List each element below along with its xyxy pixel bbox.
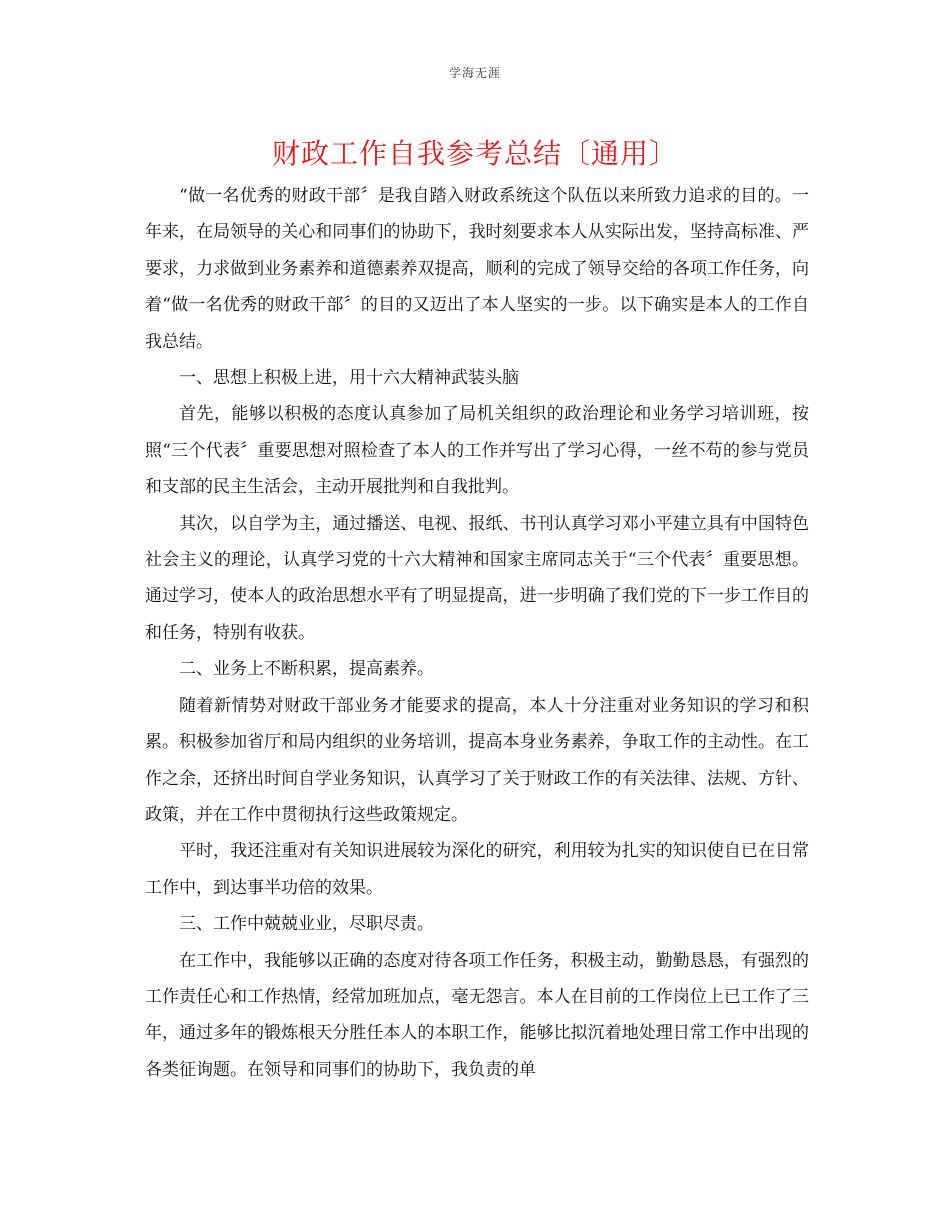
paragraph: 在工作中，我能够以正确的态度对待各项工作任务，积极主动，勤勤恳恳，有强烈的工作责任心和工作热情，经常加班加点，毫无怨言。本人在目前的工作岗位上已工作了三年，通过多年的锻炼根天分胜任本人的本职工作，能够比拟沉着地处理日常工作中出现的各类征询题。在领导和同事们的协助下，我负责的单 (145, 950, 809, 1080)
paragraph: 随着新情势对财政干部业务才能要求的提高，本人十分注重对业务知识的学习和积累。积极参加省厅和局内组织的业务培训，提高本身业务素养，争取工作的主动性。在工作之余，还挤出时间自学业务知识，认真学习了关于财政工作的有关法律、法规、方针、政策，并在工作中贯彻执行这些政策规定。 (145, 695, 809, 825)
page-header: 学海无涯 (448, 66, 501, 80)
section-heading-3: 三、工作中兢兢业业，尽职尽责。 (179, 914, 434, 935)
paragraph: 其次，以自学为主，通过播送、电视、报纸、书刊认真学习邓小平建立具有中国特色社会主义的理论，认真学习党的十六大精神和国家主席同志关于“三个代表〞重要思想。通过学习，使本人的政治思想水平有了明显提高，进一步明确了我们党的下一步工作目的和任务，特别有收获。 (145, 513, 809, 643)
document-body (145, 178, 809, 1088)
paragraph-intro: “做一名优秀的财政干部〞是我自踏入财政系统这个队伍以来所致力追求的目的。一年来，在局领导的关心和同事们的协助下，我时刻要求本人从实际出发，坚持高标准、严要求，力求做到业务素养和道德素养双提高，顺利的完成了领导交给的各项工作任务，向着“做一名优秀的财政干部〞的目的又迈出了本人坚实的一步。以下确实是本人的工作自我总结。 (145, 186, 809, 352)
paragraph: 首先，能够以积极的态度认真参加了局机关组织的政治理论和业务学习培训班，按照“三个代表〞重要思想对照检查了本人的工作并写出了学习心得，一丝不苟的参与党员和支部的民主生活会，主动开展批判和自我批判。 (145, 404, 809, 498)
section-heading-1: 一、思想上积极上进，用十六大精神武装头脑 (179, 368, 519, 389)
section-heading-2: 二、业务上不断积累，提高素养。 (179, 659, 434, 680)
document-title: 财政工作自我参考总结〔通用〕 (271, 137, 678, 170)
paragraph: 平时，我还注重对有关知识进展较为深化的研究，利用较为扎实的知识使自已在日常工作中，到达事半功倍的效果。 (145, 841, 809, 898)
